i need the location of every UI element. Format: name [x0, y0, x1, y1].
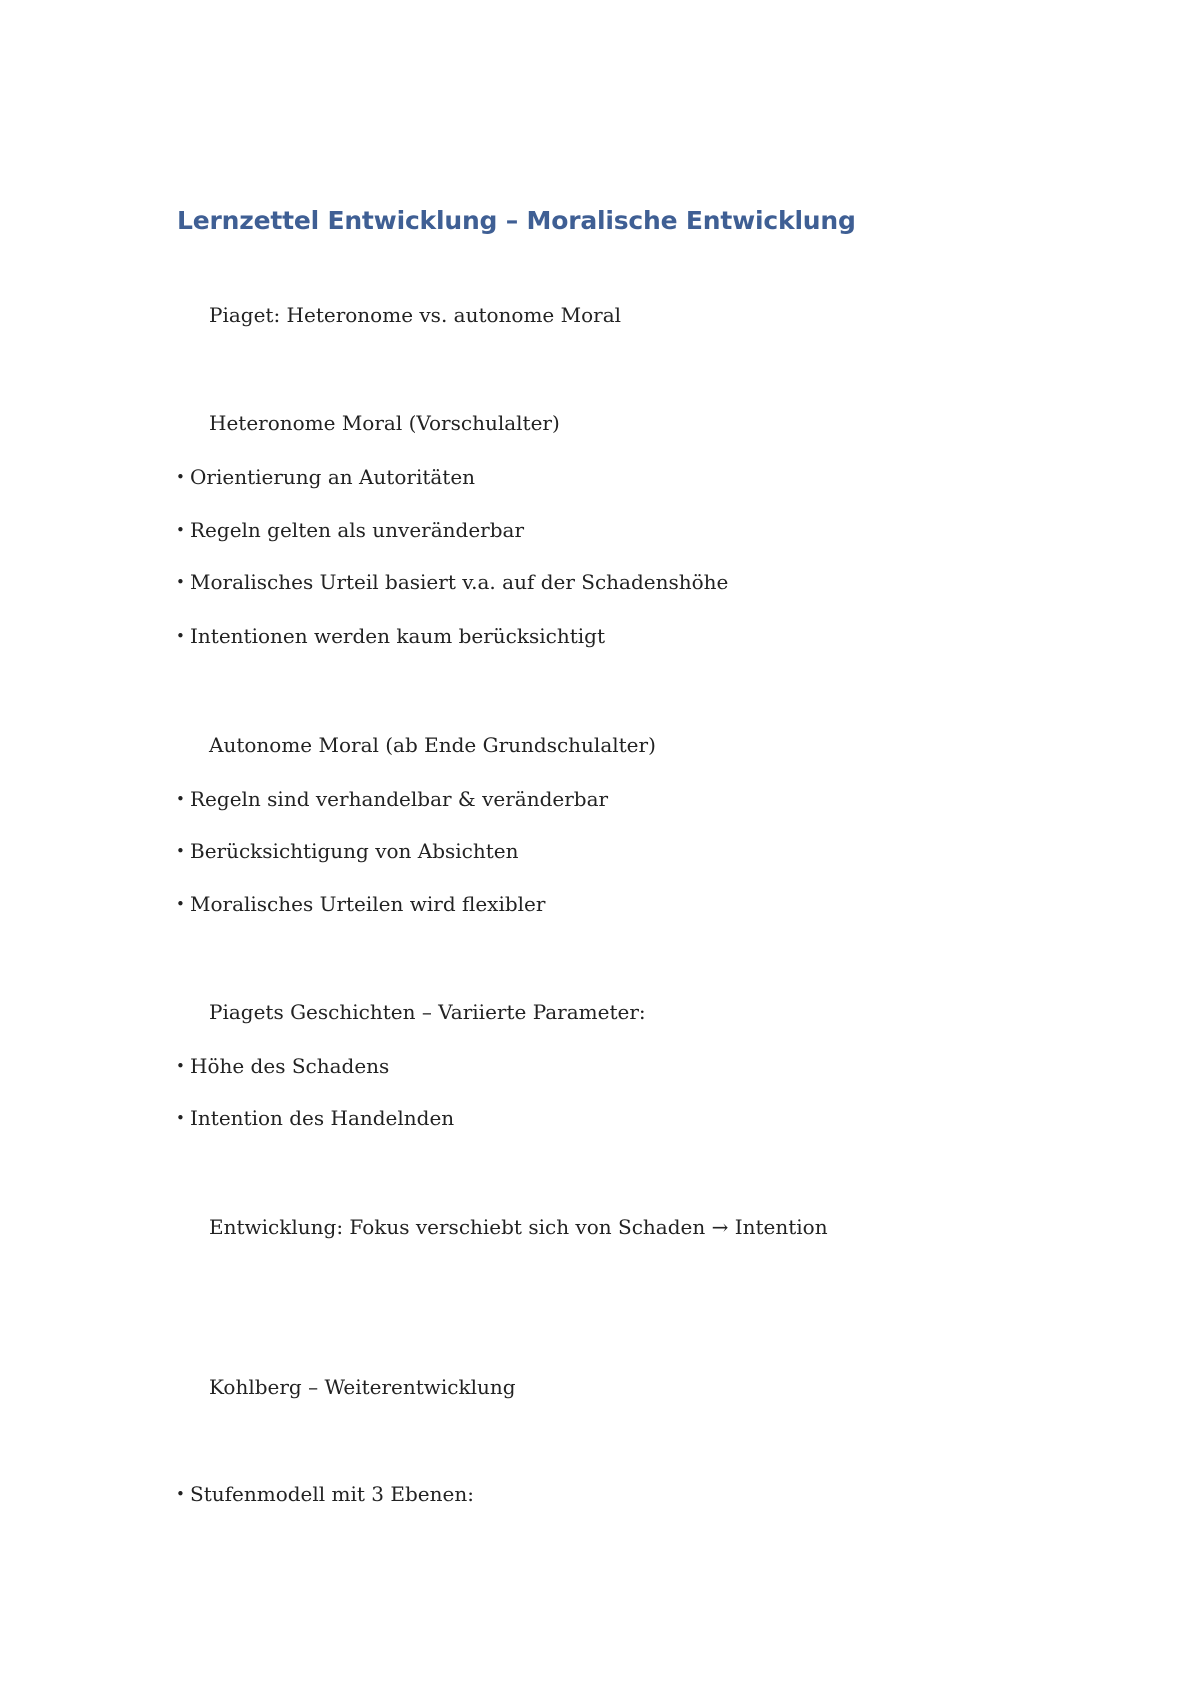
- bullet-icon: •: [176, 1057, 185, 1075]
- list-item-text: Berücksichtigung von Absichten: [190, 839, 519, 863]
- heteronom-heading: Heteronome Moral (Vorschulalter): [209, 411, 560, 435]
- list-item: [176, 624, 605, 648]
- bullet-icon: •: [176, 1109, 185, 1127]
- list-item: [176, 518, 524, 542]
- bullet-icon: •: [176, 573, 185, 591]
- bullet-icon: •: [176, 790, 185, 808]
- geschichten-heading: Piagets Geschichten – Variierte Parameter:: [209, 1000, 646, 1024]
- list-item: [176, 1106, 454, 1130]
- document-title: Lernzettel Entwicklung – Moralische Entwicklung: [177, 206, 856, 235]
- list-item-text: Moralisches Urteilen wird flexibler: [190, 892, 546, 916]
- autonom-heading: Autonome Moral (ab Ende Grundschulalter): [209, 733, 656, 757]
- list-item: [176, 1054, 389, 1078]
- piaget-heading: Piaget: Heteronome vs. autonome Moral: [209, 303, 622, 327]
- bullet-icon: •: [176, 521, 185, 539]
- list-item-text: Regeln gelten als unveränderbar: [190, 518, 525, 542]
- list-item-text: Höhe des Schadens: [190, 1054, 390, 1078]
- list-item-text: Stufenmodell mit 3 Ebenen:: [190, 1482, 474, 1506]
- list-item-text: Orientierung an Autoritäten: [190, 465, 476, 489]
- bullet-icon: •: [176, 468, 185, 486]
- list-item: [176, 1482, 474, 1506]
- list-item-text: Intentionen werden kaum berücksichtigt: [190, 624, 606, 648]
- list-item: [176, 465, 475, 489]
- list-item-text: Intention des Handelnden: [190, 1106, 455, 1130]
- list-item-text: Moralisches Urteil basiert v.a. auf der Schadenshöhe: [190, 570, 729, 594]
- bullet-icon: •: [176, 842, 185, 860]
- kohlberg-heading: Kohlberg – Weiterentwicklung: [209, 1375, 516, 1399]
- bullet-icon: •: [176, 627, 185, 645]
- bullet-icon: •: [176, 895, 185, 913]
- list-item-text: Regeln sind verhandelbar & veränderbar: [190, 787, 609, 811]
- list-item: [176, 839, 519, 863]
- list-item: [176, 787, 608, 811]
- list-item: [176, 570, 728, 594]
- entwicklung-note: Entwicklung: Fokus verschiebt sich von Schaden → Intention: [209, 1215, 828, 1239]
- list-item: [176, 892, 545, 916]
- bullet-icon: •: [176, 1485, 185, 1503]
